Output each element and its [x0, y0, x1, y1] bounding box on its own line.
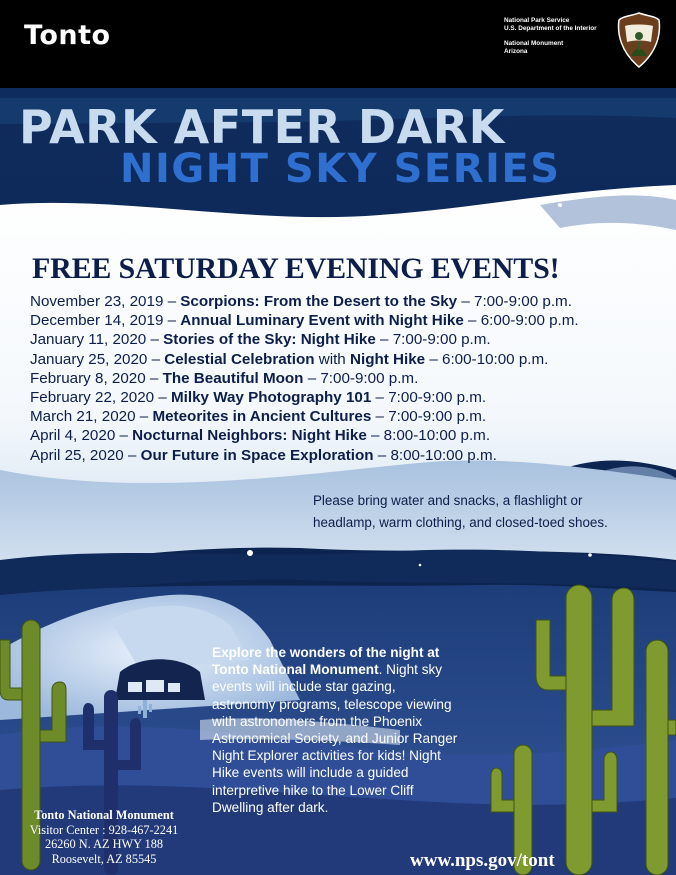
event-item: April 25, 2020 – Our Future in Space Exploration – 8:00-10:00 p.m.	[30, 446, 497, 464]
event-item: November 23, 2019 – Scorpions: From the Desert to the Sky – 7:00-9:00 p.m.	[30, 293, 572, 310]
visitor-address	[4, 808, 204, 866]
event-item: March 21, 2020 – Meteorites in Ancient Cultures – 7:00-9:00 p.m.	[30, 408, 487, 426]
event-name: The Beautiful Moon	[162, 369, 304, 387]
unit-line: Arizona	[504, 48, 528, 55]
agency-line: U.S. Department of the Interior	[504, 25, 597, 32]
event-time: 7:00-9:00 p.m.	[392, 331, 491, 349]
event-name: Annual Luminary Event with Night Hike	[180, 312, 464, 330]
event-time: 7:00-9:00 p.m.	[388, 389, 487, 407]
event-item: December 14, 2019 – Annual Luminary Event with Night Hike – 6:00-9:00 p.m.	[30, 312, 579, 330]
explore-lead: Explore the wonders of the night at Tonto National Monument	[212, 645, 440, 678]
event-time: 8:00-10:00 p.m.	[390, 446, 497, 464]
event-hike: Night Hike	[300, 331, 376, 349]
event-name: Celestial Celebration	[164, 350, 315, 368]
explore-body: . Night sky events will include star gazing, astronomy programs, telescope viewing with astronomers from the Phoenix Astronomical Society, and Junior Ranger Night Explorer activities for kids! Night Hike events will include a guided interpretive hike to the Lower Cliff Dwelling after dark.	[212, 662, 458, 815]
events-heading: FREE SATURDAY EVENING EVENTS!	[32, 252, 560, 285]
address-name: Tonto National Monument	[34, 808, 174, 822]
event-time: 6:00-10:00 p.m.	[442, 350, 549, 368]
event-date: November 23, 2019	[30, 293, 164, 310]
event-hike: Night Hike	[291, 427, 367, 445]
event-date: March 21, 2020	[30, 408, 136, 426]
event-time: 6:00-9:00 p.m.	[480, 312, 579, 330]
event-date: February 22, 2020	[30, 389, 155, 407]
title-line-2: NIGHT SKY SERIES	[120, 146, 561, 192]
nps-arrowhead-icon	[617, 12, 661, 68]
event-date: December 14, 2019	[30, 312, 164, 330]
unit-line: National Monument	[504, 40, 564, 47]
title-line-1: PARK AFTER DARK	[19, 100, 505, 154]
explore-paragraph	[212, 644, 462, 816]
website-link[interactable]: www.nps.gov/tont	[410, 850, 555, 871]
event-name: Our Future in Space Exploration	[140, 446, 374, 464]
bring-note: Please bring water and snacks, a flashlight or headlamp, warm clothing, and closed-toed shoes.	[313, 493, 608, 530]
event-name: Stories of the Sky:	[163, 331, 297, 349]
event-name: Nocturnal Neighbors:	[132, 427, 288, 445]
event-time: 7:00-9:00 p.m.	[388, 408, 487, 426]
event-item: January 25, 2020 – Celestial Celebration with Night Hike – 6:00-10:00 p.m.	[30, 350, 549, 368]
site-name: Tonto	[24, 20, 111, 51]
address-city: Roosevelt, AZ 85545	[51, 851, 157, 866]
event-name: Scorpions: From the Desert to the Sky	[180, 293, 458, 310]
event-date: January 25, 2020	[30, 350, 148, 368]
event-connector: with	[318, 350, 346, 368]
address-phone: Visitor Center : 928-467-2241	[29, 822, 179, 837]
event-time: 7:00-9:00 p.m.	[474, 293, 572, 310]
event-item: February 22, 2020 – Milky Way Photography 101 – 7:00-9:00 p.m.	[30, 389, 487, 407]
event-date: January 11, 2020	[30, 331, 147, 349]
agency-line: National Park Service	[504, 17, 570, 24]
event-name: Milky Way Photography 101	[171, 389, 372, 407]
event-item: January 11, 2020 – Stories of the Sky: Night Hike – 7:00-9:00 p.m.	[30, 331, 491, 349]
event-date: February 8, 2020	[30, 369, 146, 387]
event-date: April 4, 2020	[30, 427, 116, 445]
event-hike: Night Hike	[350, 350, 426, 368]
event-date: April 25, 2020	[30, 446, 124, 464]
event-item: April 4, 2020 – Nocturnal Neighbors: Night Hike – 8:00-10:00 p.m.	[30, 427, 491, 445]
address-street: 26260 N. AZ HWY 188	[44, 837, 164, 851]
event-item: February 8, 2020 – The Beautiful Moon – 7:00-9:00 p.m.	[30, 369, 419, 387]
event-name: Meteorites in Ancient Cultures	[152, 408, 372, 426]
event-time: 7:00-9:00 p.m.	[320, 369, 419, 387]
event-time: 8:00-10:00 p.m.	[383, 427, 491, 445]
event-list	[30, 292, 579, 465]
agency-block	[504, 17, 614, 56]
